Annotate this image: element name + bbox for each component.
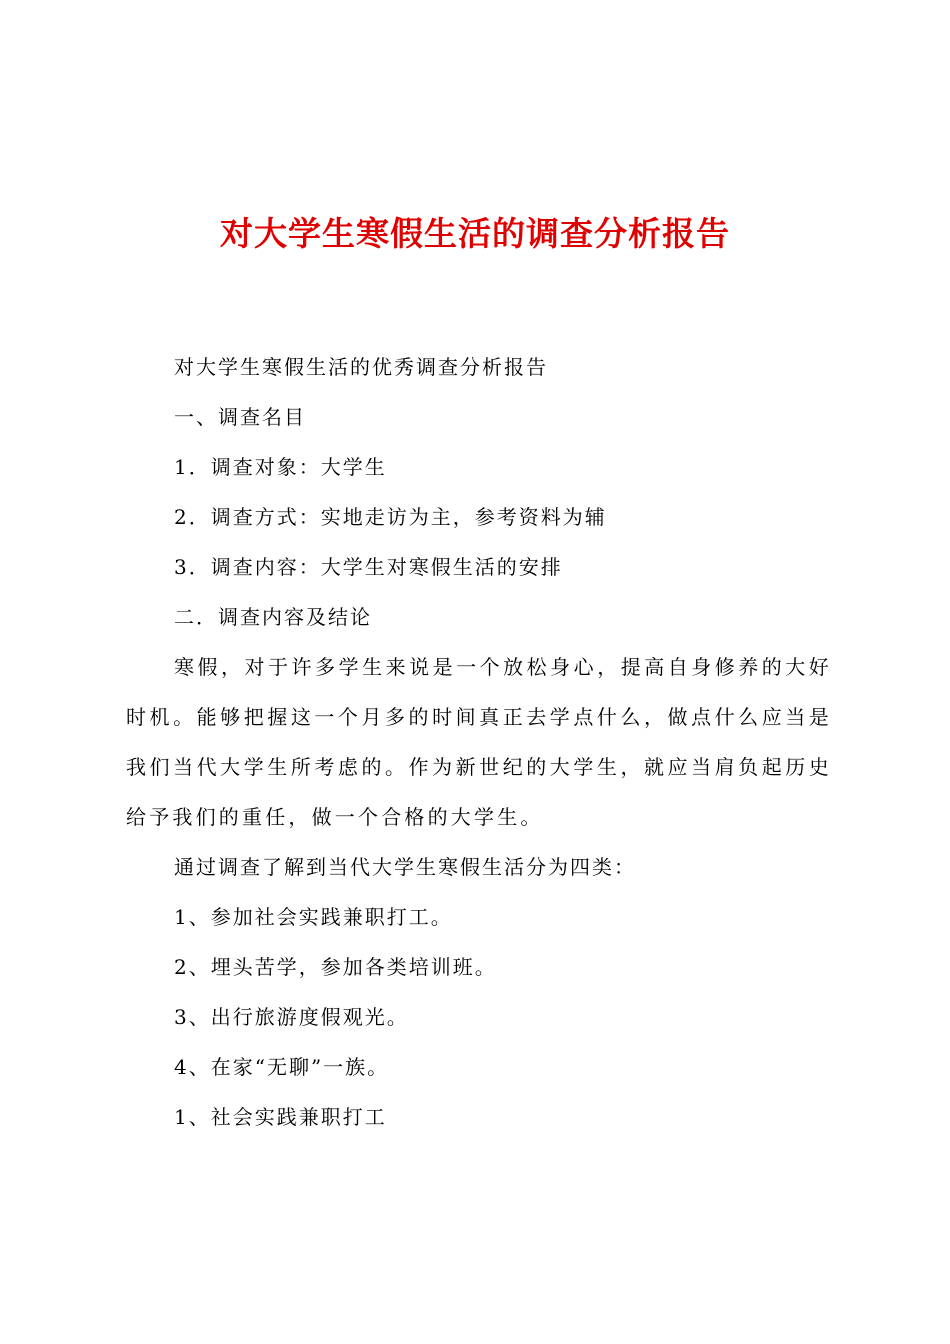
paragraph-subtitle: 对大学生寒假生活的优秀调查分析报告 bbox=[174, 355, 548, 379]
document-body bbox=[126, 342, 832, 1142]
section-heading-2: 二．调查内容及结论 bbox=[174, 605, 372, 629]
list-item: 4、在家“无聊”一族。 bbox=[174, 1055, 390, 1079]
list-item: 3．调查内容：大学生对寒假生活的安排 bbox=[174, 555, 563, 579]
document-title: 对大学生寒假生活的调查分析报告 bbox=[220, 214, 730, 253]
list-item: 3、出行旅游度假观光。 bbox=[174, 1005, 409, 1029]
paragraph-intro: 寒假，对于许多学生来说是一个放松身心，提高自身修养的大好时机。能够把握这一个月多的时间真正去学点什么，做点什么应当是我们当代大学生所考虑的。作为新世纪的大学生，就应当肩负起历史给予我们的重任，做一个合格的大学生。 bbox=[126, 655, 832, 829]
list-item: 1．调查对象：大学生 bbox=[174, 455, 387, 479]
subsection-heading: 1、社会实践兼职打工 bbox=[174, 1105, 387, 1129]
section-heading-1: 一、调查名目 bbox=[174, 405, 306, 429]
list-item: 2．调查方式：实地走访为主，参考资料为辅 bbox=[174, 505, 607, 529]
list-item: 2、埋头苦学，参加各类培训班。 bbox=[174, 955, 497, 979]
paragraph-summary: 通过调查了解到当代大学生寒假生活分为四类： bbox=[174, 855, 636, 879]
list-item: 1、参加社会实践兼职打工。 bbox=[174, 905, 453, 929]
